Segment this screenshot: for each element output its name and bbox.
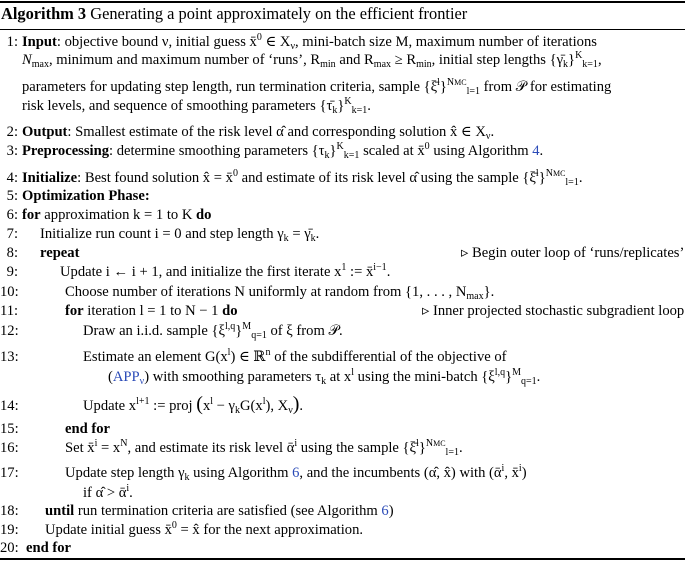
text: } bbox=[418, 440, 426, 456]
line-number: 18: bbox=[0, 503, 19, 519]
line-text: Update $x^{l+1}$ := proj ($x^l - \gamma_kG(x^l)$, $X_\nu$). bbox=[83, 393, 304, 416]
text: G(x bbox=[240, 398, 263, 414]
line-number: 20: bbox=[0, 540, 19, 556]
text: Estimate an element G(x bbox=[83, 349, 228, 365]
line-text: Estimate an element $G(x^l)$ ∈ ℝ$^n$ of the subdifferential of the objective of bbox=[83, 347, 507, 365]
text: at x bbox=[326, 369, 352, 385]
line-number: 1: bbox=[6, 34, 18, 50]
text: } bbox=[538, 170, 546, 186]
line-text: Choose number of iterations N uniformly at random from {1, . . . , $N_{max}$}. bbox=[65, 284, 495, 302]
line-text: Initialize run count i = 0 and step length $\gamma_k$ = $\gammā_k$. bbox=[40, 226, 320, 244]
text: = x bbox=[97, 440, 121, 456]
text: APP bbox=[112, 369, 140, 385]
line-number: 19: bbox=[0, 522, 19, 538]
algorithm-title-text: Generating a point approximately on the efficient frontier bbox=[90, 4, 468, 23]
text: := proj bbox=[149, 398, 197, 414]
text: using the mini-batch {ξ bbox=[354, 369, 495, 385]
text: : Smallest estimate of the risk level α̂ and corresponding solution x̂ ∈ X bbox=[67, 124, 486, 140]
text: Initialize run count i = 0 and step length γ bbox=[40, 226, 284, 242]
text: := x̄ bbox=[346, 264, 374, 280]
line-text: risk levels, and sequence of smoothing parameters $\{\taū_k\}^K_{k=1}$. bbox=[22, 96, 371, 116]
line-text: Initialize: Best found solution x̂ = x̄$^0$ and estimate of its risk level α̂ using the sample {ξ̄$^l$}$^{NMC}_{l=1}$. bbox=[22, 168, 583, 188]
keyword: until bbox=[45, 503, 75, 519]
text: ≥ R bbox=[391, 52, 417, 68]
line-text: $(APP_\nu)$ with smoothing parameters $\tau_k$ at $x^l$ using the mini-batch $\{\xi^{l,q}\}^M_{q=1}$. bbox=[108, 367, 541, 387]
title-rule bbox=[0, 29, 685, 30]
line-number: 14: bbox=[0, 398, 19, 414]
algorithm-6-link[interactable]: 6 bbox=[381, 503, 389, 519]
text: iteration l = 1 to N − 1 bbox=[83, 303, 223, 319]
line-number: 2: bbox=[6, 124, 18, 140]
text: } bbox=[337, 98, 345, 114]
line-text bbox=[22, 188, 150, 205]
text: if α̂ > ᾱ bbox=[83, 485, 127, 501]
line-text bbox=[45, 503, 394, 520]
keyword: do bbox=[222, 303, 238, 319]
keyword: Optimization Phase: bbox=[22, 188, 150, 204]
inner-loop-comment: ▹ Inner projected stochastic subgradient loop bbox=[422, 303, 685, 319]
text: using Algorithm bbox=[189, 465, 293, 481]
keyword: for bbox=[65, 303, 84, 319]
text: Update i ← i + 1, and initialize the first iterate x bbox=[60, 264, 342, 280]
text: } bbox=[568, 52, 576, 68]
text: using the sample {ξ̄ bbox=[297, 440, 417, 456]
text: Update x bbox=[83, 398, 137, 414]
text: risk levels, and sequence of smoothing parameters {τ̄ bbox=[22, 98, 333, 114]
algorithm-4-link[interactable]: 4 bbox=[532, 143, 540, 159]
line-text: Update step length $\gamma_k$ using Algorithm 6, and the incumbents (α̂, x̂) with (ᾱ$^i$, x̄$^i$) bbox=[65, 463, 527, 483]
text: ∈ X bbox=[261, 34, 291, 50]
line-number: 12: bbox=[0, 323, 19, 339]
line-number: 15: bbox=[0, 421, 19, 437]
text: } bbox=[505, 369, 513, 385]
outer-loop-comment: ▹ Begin outer loop of ‘runs/replicates’ bbox=[461, 245, 685, 261]
line-text bbox=[65, 303, 238, 320]
algorithm-label: Algorithm 3 bbox=[1, 4, 87, 23]
text: , and the incumbents (α̂, x̂) with (ᾱ bbox=[299, 465, 502, 481]
bottom-rule bbox=[0, 558, 685, 560]
line-text bbox=[40, 245, 79, 262]
line-text: Update i ← i + 1, and initialize the first iterate $x^1$ := x̄$^{i-1}$. bbox=[60, 262, 391, 280]
line-number: 13: bbox=[0, 349, 19, 365]
text: from 𝒫 for estimating bbox=[480, 79, 612, 95]
text: ), X bbox=[265, 398, 289, 414]
text: , mini-batch size M, maximum number of iterations bbox=[295, 34, 597, 50]
text: , minimum and maximum number of ‘runs’, R bbox=[48, 52, 321, 68]
text: Choose number of iterations N uniformly at random from {1, . . . , N bbox=[65, 284, 467, 300]
line-number: 9: bbox=[6, 264, 18, 280]
text: } bbox=[235, 323, 243, 339]
text: Update step length γ bbox=[65, 465, 185, 481]
text: } bbox=[439, 79, 447, 95]
text: x bbox=[202, 398, 211, 414]
keyword: end for bbox=[65, 421, 110, 437]
line-text: parameters for updating step length, run termination criteria, sample {ξ̄$^l$}$^{NMC}_{l=1}$ from 𝒫 for estimating bbox=[22, 77, 612, 97]
line-text bbox=[65, 421, 110, 438]
text: , x̄ bbox=[504, 465, 519, 481]
text: parameters for updating step length, run termination criteria, sample {ξ̄ bbox=[22, 79, 438, 95]
text: approximation k = 1 to K bbox=[40, 207, 197, 223]
line-number: 6: bbox=[6, 207, 18, 223]
line-text: Update initial guess x̄$^0$ = x̂ for the next approximation. bbox=[45, 520, 364, 538]
line-text bbox=[26, 540, 71, 557]
algorithm-title bbox=[1, 4, 467, 24]
line-text: Draw an i.i.d. sample $\{\xi^{l,q}\}^M_{q=1}$ of ξ from 𝒫. bbox=[83, 321, 343, 341]
text: N bbox=[22, 52, 32, 68]
text: ) bbox=[388, 503, 394, 519]
line-text: Set x̄$^i$ = $x^N$, and estimate its risk level ᾱ$^i$ using the sample {ξ̄$^l$}$^{NMC}_{l=1}$. bbox=[65, 438, 463, 458]
text: } bbox=[329, 143, 337, 159]
line-text: Preprocessing: determine smoothing parameters $\{\tau_k\}^K_{k=1}$ scaled at x̄$^0$ using Algorithm 4. bbox=[22, 141, 544, 161]
line-text: Input: objective bound ν, initial guess x̄$^0$ ∈ $X_\nu$, mini-batch size M, maximum number of iterations bbox=[22, 32, 597, 52]
text: scaled at x̄ bbox=[359, 143, 425, 159]
text: of the subdifferential of the objective of bbox=[270, 349, 507, 365]
line-number: 16: bbox=[0, 440, 19, 456]
text: }. bbox=[483, 284, 495, 300]
line-number: 5: bbox=[6, 188, 18, 204]
keyword: do bbox=[196, 207, 212, 223]
top-rule bbox=[0, 1, 685, 3]
line-text: $N_{max}$, minimum and maximum number of ‘runs’, $R_{min}$ and $R_{max} \ge R_{min}$, initial step lengths $\{\gammā_k\}^K_{k=1}$, bbox=[22, 50, 602, 70]
text: ) ∈ ℝ bbox=[230, 349, 266, 365]
line-number: 11: bbox=[0, 303, 19, 319]
text: ) with smoothing parameters τ bbox=[144, 369, 322, 385]
text: , and estimate its risk level ᾱ bbox=[127, 440, 295, 456]
algorithm-6-link[interactable]: 6 bbox=[292, 465, 300, 481]
text: using Algorithm bbox=[429, 143, 533, 159]
line-number: 3: bbox=[6, 143, 18, 159]
keyword: Input bbox=[22, 34, 57, 50]
line-number: 7: bbox=[6, 226, 18, 242]
text: − γ bbox=[213, 398, 235, 414]
text: run termination criteria are satisfied (see Algorithm bbox=[74, 503, 382, 519]
text: : objective bound ν, initial guess x̄ bbox=[56, 34, 257, 50]
text: of ξ from 𝒫. bbox=[266, 323, 343, 339]
text: and R bbox=[335, 52, 374, 68]
line-text: if α̂ > ᾱ$^i$. bbox=[83, 483, 133, 501]
text: Draw an i.i.d. sample {ξ bbox=[83, 323, 225, 339]
text: : determine smoothing parameters {τ bbox=[109, 143, 325, 159]
text: Set x̄ bbox=[65, 440, 95, 456]
text: = x̂ for the next approximation. bbox=[176, 522, 364, 538]
text: = γ̄ bbox=[288, 226, 311, 242]
line-number: 4: bbox=[6, 170, 18, 186]
keyword: for bbox=[22, 207, 41, 223]
text: : Best found solution x̂ = x̄ bbox=[77, 170, 233, 186]
keyword: Preprocessing bbox=[22, 143, 110, 159]
line-text: Output: Smallest estimate of the risk level α̂ and corresponding solution x̂ ∈ $X_\nu$. bbox=[22, 124, 495, 142]
line-text bbox=[22, 207, 211, 224]
keyword: end for bbox=[26, 540, 71, 556]
text: Update initial guess x̄ bbox=[45, 522, 172, 538]
keyword: Initialize bbox=[22, 170, 78, 186]
line-number: 10: bbox=[0, 284, 19, 300]
keyword: Output bbox=[22, 124, 68, 140]
line-number: 8: bbox=[6, 245, 18, 261]
text: ) bbox=[521, 465, 527, 481]
line-number: 17: bbox=[0, 465, 19, 481]
text: and estimate of its risk level α̂ using the sample {ξ̄ bbox=[237, 170, 536, 186]
app-equation-link[interactable]: $APP_\nu$ bbox=[112, 369, 145, 387]
keyword: repeat bbox=[40, 245, 80, 261]
text: , initial step lengths {γ̄ bbox=[431, 52, 564, 68]
